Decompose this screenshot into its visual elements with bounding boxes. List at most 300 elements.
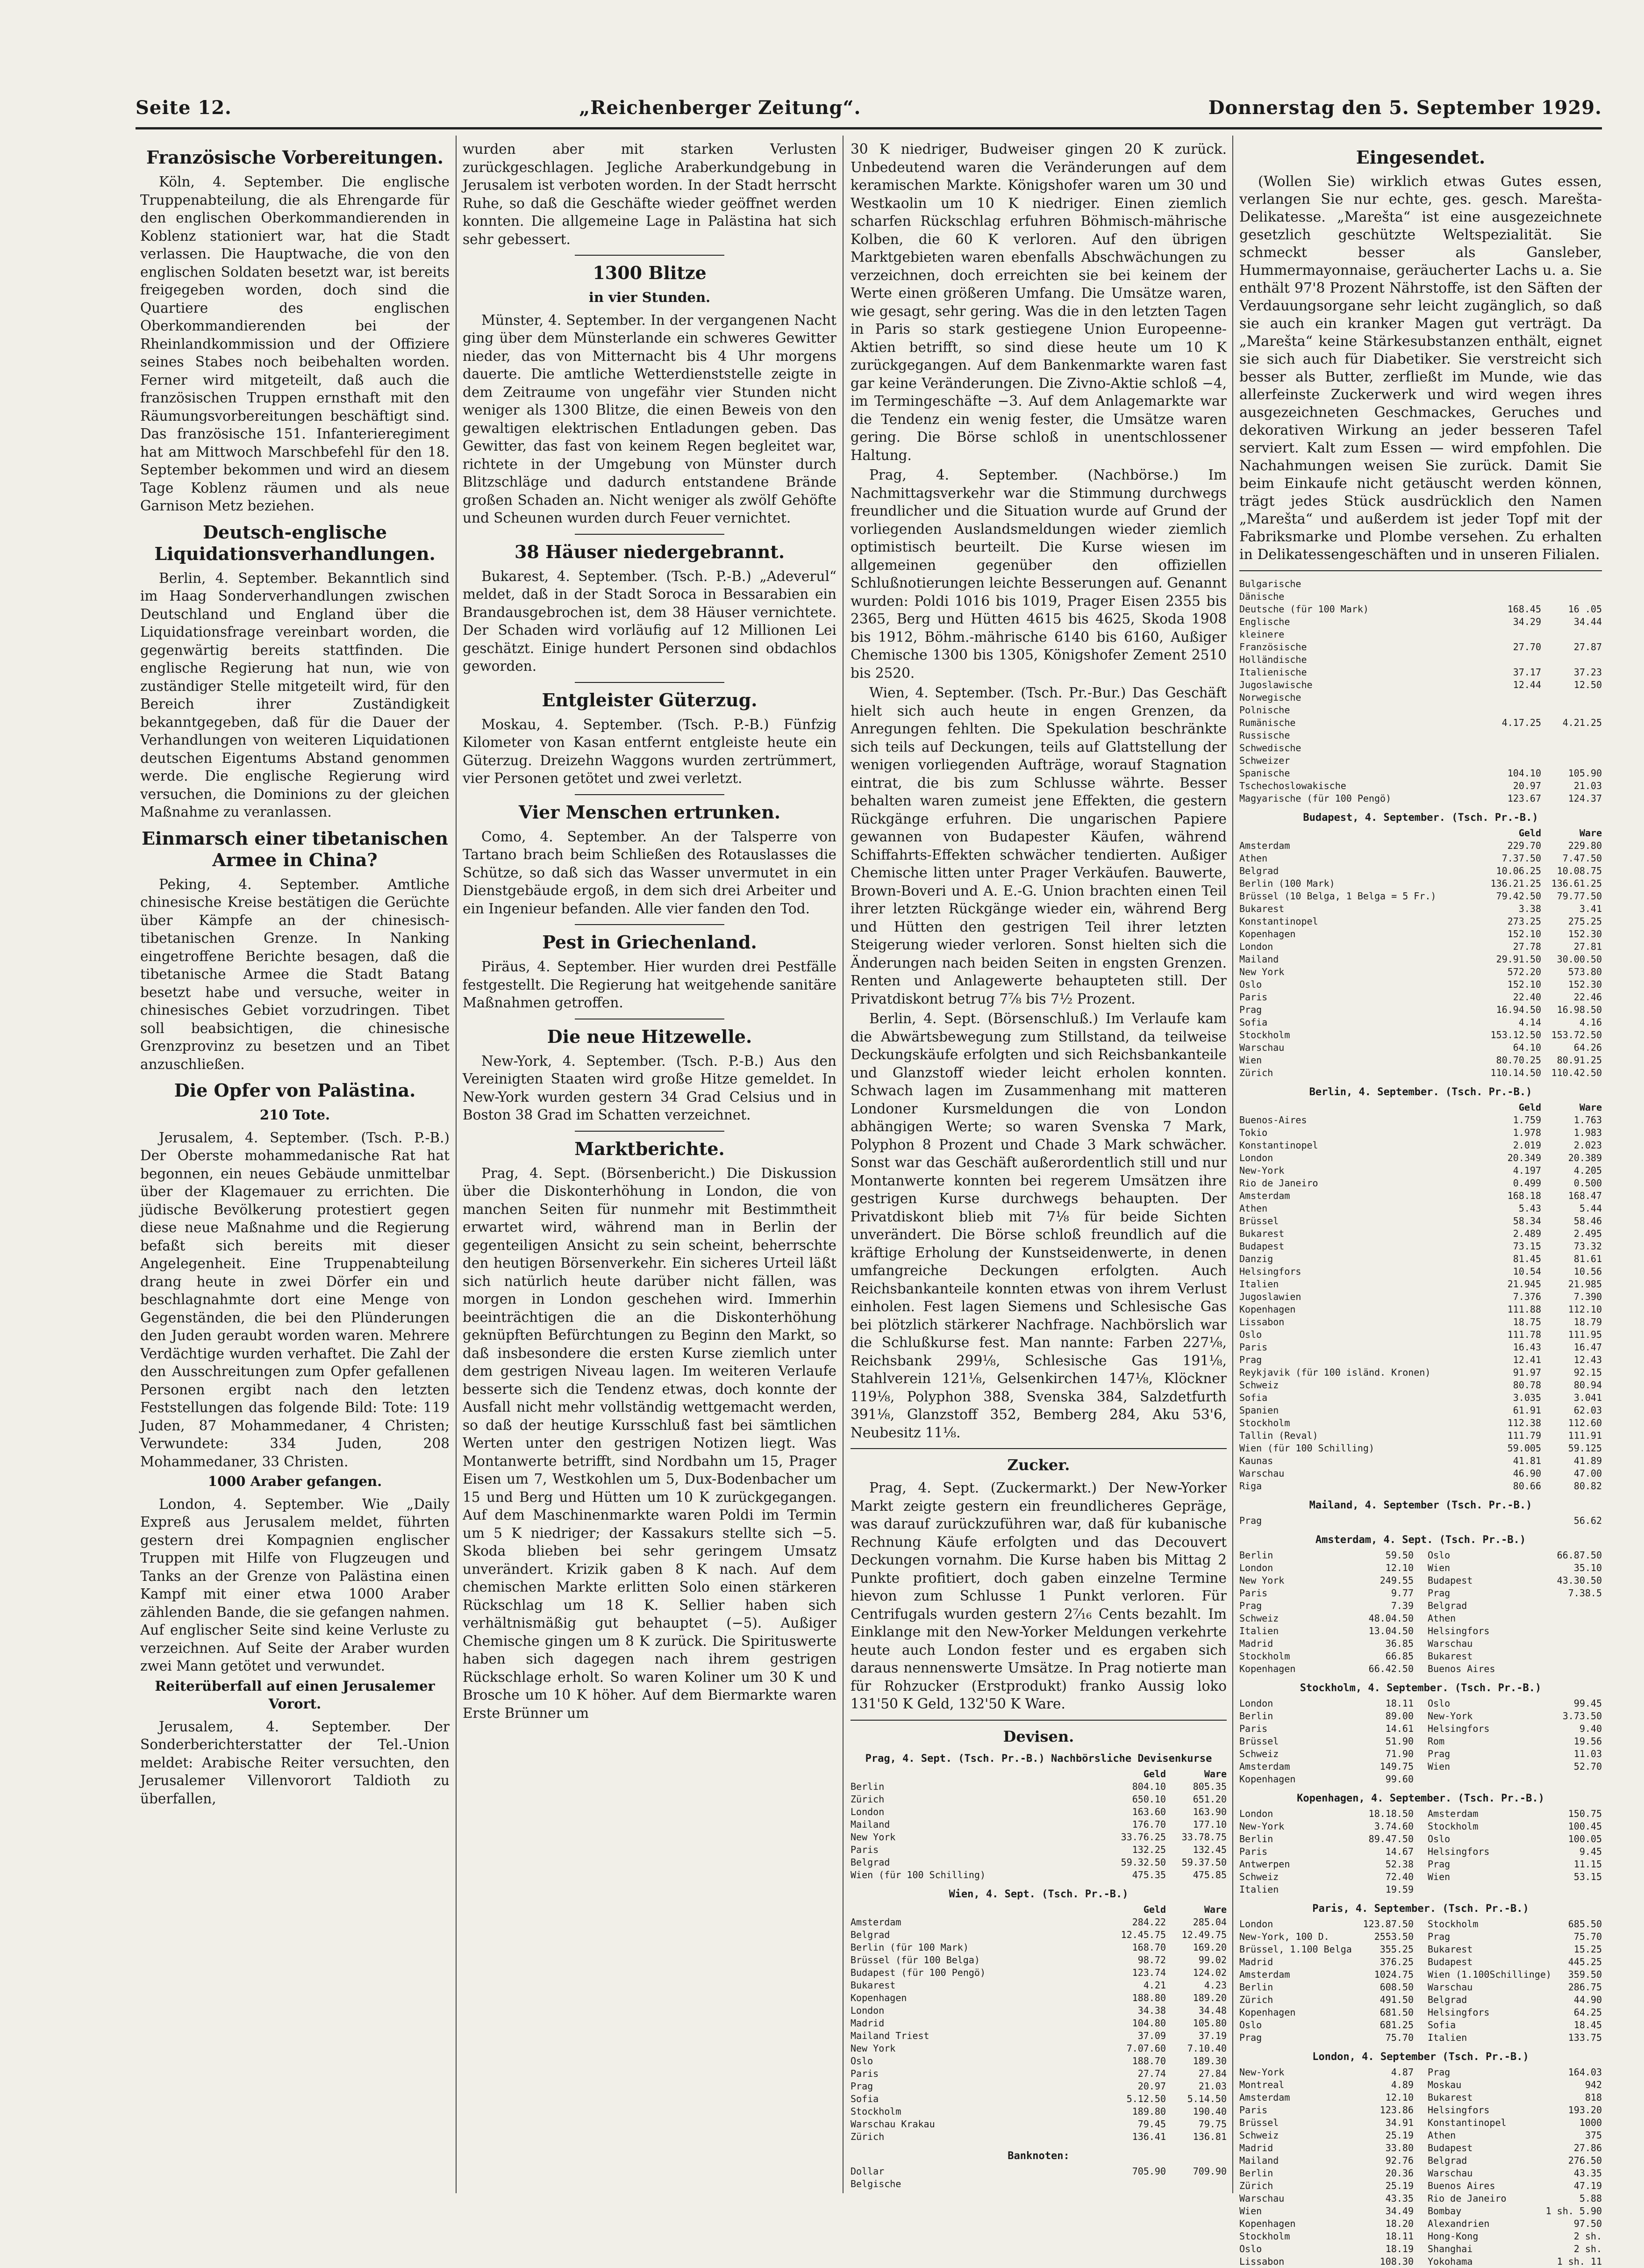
row-value: 152.30 — [1568, 979, 1602, 990]
row-value: 152.10 — [1507, 928, 1541, 940]
table-row — [851, 1780, 1227, 1793]
row-value: 66.85 — [1385, 1651, 1414, 1662]
row-label: Warschau — [1428, 1981, 1473, 1993]
row-value: 153.72.50 — [1551, 1029, 1602, 1041]
table-row — [851, 1941, 1227, 1954]
table-row — [1239, 1600, 1414, 1612]
row-label: Bukarest — [1428, 2092, 1473, 2103]
row-label: London — [1239, 1152, 1273, 1163]
row-label: Helsingfors — [1428, 1625, 1490, 1636]
row-value: 89.00 — [1385, 1710, 1414, 1722]
row-value: 286.75 — [1568, 1981, 1602, 1993]
row-value: 59.125 — [1568, 1443, 1602, 1454]
row-label: Rio de Janeiro — [1239, 1177, 1318, 1189]
table-row — [1428, 1968, 1602, 1981]
row-value: 4.23 — [1204, 1979, 1227, 1991]
table-row — [1428, 2117, 1602, 2129]
row-label: Prag — [1239, 2032, 1262, 2043]
row-value: 573.80 — [1568, 966, 1602, 977]
row-label: Prag — [1428, 1587, 1451, 1599]
table-row — [1428, 1931, 1602, 1943]
row-value: 100.45 — [1568, 1821, 1602, 1832]
table-row — [1428, 1918, 1602, 1931]
row-value: 48.04.50 — [1368, 1613, 1414, 1624]
row-value: 152.10 — [1507, 979, 1541, 990]
row-value: 112.60 — [1568, 1417, 1602, 1428]
row-value: 804.10 — [1132, 1780, 1166, 1792]
column-3-text — [851, 140, 1227, 1746]
row-label: Budapest — [1428, 1575, 1473, 1586]
row-label: Tschechoslowakische — [1239, 780, 1346, 791]
column-2 — [463, 140, 836, 2189]
row-value: 150.75 — [1568, 1808, 1602, 1819]
row-value: 34.29 — [1513, 616, 1541, 627]
row-value: 36.85 — [1385, 1638, 1414, 1649]
row-value: 20.36 — [1385, 2168, 1414, 2179]
row-value: 12.44 — [1513, 679, 1541, 690]
table-row — [1239, 717, 1602, 729]
row-label: London — [1239, 941, 1273, 952]
row-label: Warschau — [1239, 1042, 1285, 1053]
article-subheading: Reiterüberfall auf einen Jerusalemer Vorort. — [155, 1678, 435, 1712]
row-value: 3.74.60 — [1374, 1821, 1414, 1832]
row-label: Kopenhagen — [1239, 2007, 1296, 2018]
row-value: 10.06.25 — [1496, 865, 1541, 876]
table-row — [851, 1806, 1227, 1818]
table-row — [1239, 1773, 1414, 1786]
row-value: 1.763 — [1573, 1114, 1602, 1126]
row-label: Berlin (für 100 Mark) — [851, 1941, 969, 1953]
row-value: 111.79 — [1507, 1430, 1541, 1441]
row-value: 73.15 — [1513, 1241, 1541, 1252]
row-label: Stockholm — [1239, 1651, 1290, 1662]
table-row — [1428, 2129, 1602, 2142]
row-value: 72.40 — [1385, 1871, 1414, 1882]
row-value: 19.59 — [1385, 1884, 1414, 1895]
row-label: Kopenhagen — [1239, 1304, 1296, 1315]
row-label: Reykjavik (für 100 isländ. Kronen) — [1239, 1367, 1431, 1378]
row-value — [1166, 2178, 1227, 2190]
london-title: London, 4. September (Tsch. Pr.-B.) — [1312, 2051, 1529, 2063]
row-value: 0.499 — [1513, 1177, 1541, 1189]
table-row — [1428, 1858, 1602, 1871]
noten-table — [1239, 578, 1602, 805]
table-row — [1428, 2079, 1602, 2091]
table-row — [851, 2105, 1227, 2118]
table-row — [851, 1831, 1227, 1844]
article-heading: Einmarsch einer tibetanischen Armee in China? — [142, 827, 448, 870]
table-row — [1428, 1650, 1602, 1663]
row-value: 176.70 — [1132, 1818, 1166, 1830]
row-value: 9.45 — [1579, 1846, 1602, 1857]
row-value: 27.70 — [1513, 641, 1541, 653]
row-value: 4.14 — [1518, 1017, 1541, 1028]
row-value: 18.11 — [1385, 2231, 1414, 2242]
row-value: 5.44 — [1579, 1203, 1602, 1214]
row-label: Wien — [1239, 1055, 1262, 1066]
row-value: 104.80 — [1132, 2017, 1166, 2029]
row-value: 112.10 — [1568, 1304, 1602, 1315]
table-row — [1428, 1943, 1602, 1956]
separator — [851, 1448, 1227, 1449]
row-value — [1541, 742, 1602, 754]
row-value: 168.47 — [1568, 1190, 1602, 1201]
row-value: 47.00 — [1573, 1468, 1602, 1479]
row-label: Stockholm — [1239, 1417, 1290, 1428]
row-label: Italien — [1239, 1884, 1279, 1895]
row-value: 188.70 — [1132, 2055, 1166, 2067]
table-row — [1239, 1549, 1414, 1562]
row-value: 81.45 — [1513, 1253, 1541, 1264]
row-value: 1.759 — [1513, 1114, 1541, 1126]
row-value: 163.60 — [1132, 1806, 1166, 1817]
row-label: Oslo — [1428, 1550, 1451, 1561]
row-value: 16.47 — [1573, 1342, 1602, 1353]
amsterdam-title: Amsterdam, 4. Sept. (Tsch. Pr.-B.) — [1315, 1534, 1526, 1546]
row-value: 2 sh. — [1573, 2243, 1602, 2254]
row-label: Jugoslawische — [1239, 679, 1313, 690]
table-row — [1239, 1177, 1602, 1190]
article-paragraph: Como, 4. September. An der Talsperre von Tartano brach beim Schließen des Rotauslasses die Schütze, so daß sich das Wasser unvermutet in ein Dienstgebäude ergoß, in dem sich drei Arbeiter und ein Ingenieur befanden. Alle vier fanden den Tod. — [463, 828, 836, 917]
row-value: 572.20 — [1507, 966, 1541, 977]
table-row — [851, 1818, 1227, 1831]
table-row — [1428, 1637, 1602, 1650]
row-value: 18.75 — [1513, 1316, 1541, 1328]
article-paragraph: Peking, 4. September. Amtliche chinesische Kreise bestätigen die Gerüchte über Kämpfe an der chinesisch-tibetanischen Grenze. In Nanking eingetroffene Berichte besagen, daß die tibetanische Armee die Stadt Batang besetzt habe und versuche, weiter in chinesisches Gebiet vorzudringen. Tibet soll beabsichtigen, die chinesische Grenzprovinz zu besetzen und an Tibet anzuschließen. — [140, 876, 450, 1072]
row-value — [1480, 628, 1541, 641]
row-label: London — [1239, 1698, 1273, 1709]
amsterdam-left-column — [1239, 1549, 1414, 1675]
kopenhagen-left-column — [1239, 1808, 1414, 1896]
table-row — [851, 1916, 1227, 1929]
table-row — [1239, 1858, 1414, 1871]
row-label: Wien — [1428, 1871, 1451, 1882]
row-value: 16.43 — [1513, 1342, 1541, 1353]
row-label: Prag — [851, 2080, 873, 2092]
row-label: Athen — [1428, 1613, 1456, 1624]
row-value: 193.20 — [1568, 2104, 1602, 2116]
row-label: Rom — [1428, 1736, 1445, 1747]
row-value: 21.03 — [1198, 2080, 1227, 2092]
row-value: 112.38 — [1507, 1417, 1541, 1428]
row-value: 91.97 — [1513, 1367, 1541, 1378]
row-label: Warschau Krakau — [851, 2118, 935, 2130]
row-value: 20.97 — [1513, 780, 1541, 791]
row-value: 41.89 — [1573, 1455, 1602, 1466]
row-value: 20.97 — [1137, 2080, 1166, 2092]
article-heading: 38 Häuser niedergebrannt. — [514, 541, 785, 562]
table-row — [1239, 1392, 1602, 1404]
table-row — [1428, 1994, 1602, 2006]
row-value: 46.90 — [1513, 1468, 1541, 1479]
row-value: 33.80 — [1385, 2142, 1414, 2153]
row-value: 7.10.40 — [1187, 2042, 1227, 2054]
row-value: 62.03 — [1573, 1405, 1602, 1416]
row-label: Prag — [1428, 2067, 1451, 2078]
row-value: 132.45 — [1193, 1844, 1227, 1855]
row-value — [1541, 691, 1602, 704]
table-row — [1239, 903, 1602, 915]
row-label: Shanghai — [1428, 2243, 1473, 2254]
row-value: 52.70 — [1573, 1761, 1602, 1772]
row-value — [1480, 691, 1541, 704]
separator — [851, 1720, 1227, 1721]
row-label: London — [851, 2004, 885, 2016]
table-row — [1239, 1833, 1414, 1845]
table-row — [1239, 928, 1602, 940]
row-label: Wien — [1239, 2205, 1262, 2217]
row-label: Sofia — [1239, 1017, 1268, 1028]
budapest-table — [1239, 811, 1602, 1079]
amsterdam-right-column — [1428, 1549, 1602, 1675]
eingesendet-heading: Eingesendet. — [1356, 147, 1486, 168]
row-value: 1 sh. 5.90 — [1545, 2205, 1602, 2217]
table-row — [851, 2093, 1227, 2105]
table-row — [1239, 679, 1602, 691]
row-value — [1105, 2178, 1166, 2190]
mailand-table — [1239, 1499, 1602, 1527]
row-label: Stockholm — [851, 2105, 901, 2117]
row-label: Prag — [1239, 1600, 1262, 1611]
row-label: Montreal — [1239, 2079, 1285, 2090]
row-value: 111.78 — [1507, 1329, 1541, 1340]
row-value: 34.49 — [1385, 2205, 1414, 2217]
row-label: Mailand — [1239, 2155, 1279, 2166]
row-value: 58.46 — [1573, 1215, 1602, 1227]
row-label: Amsterdam — [1428, 1808, 1479, 1819]
table-row — [851, 1967, 1227, 1979]
table-row — [1428, 1723, 1602, 1735]
row-label: Buenos-Aires — [1239, 1114, 1307, 1126]
table-row — [1239, 792, 1602, 805]
row-label: Brüssel (für 100 Belga) — [851, 1954, 980, 1966]
table-row — [1428, 1808, 1602, 1820]
row-value: 189.30 — [1193, 2055, 1227, 2067]
article-paragraph: Prag, 4. Sept. (Zuckermarkt.) Der New-Yorker Markt zeigte gestern ein freundlicheres Gepräge, was darauf zurückzuführen war, daß für kubanische Rechnung Käufe erfolgten und das Decouvert Deckungen vornahm. Die Kurse haben bis Mittag 2 Punkte profitiert, doch gaben einzelne Termine hievon zum Schlusse 1 Punkt verloren. Für Centrifugals wurden gestern 2⁷⁄₁₆ Cents bezahlt. Im Einklange mit den New-Yorker Meldungen verkehrte heute auch London fester und es ergaben sich daraus nennenswerte Umsätze. In Prag notierte man für Rohzucker (Erstprodukt) franko Aussig loko 131'50 K Geld, 132'50 K Ware. — [851, 1480, 1227, 1712]
table-row — [1239, 653, 1602, 666]
row-value: 1.978 — [1513, 1127, 1541, 1138]
row-value: 21.945 — [1507, 1278, 1541, 1290]
table-row — [851, 1793, 1227, 1806]
row-value: 18.18.50 — [1368, 1808, 1414, 1819]
row-value: 2.495 — [1573, 1228, 1602, 1239]
row-label: Italien — [1239, 1278, 1279, 1290]
row-value: 152.30 — [1568, 928, 1602, 940]
row-label: Paris — [851, 1844, 879, 1855]
row-label: Sofia — [1428, 2019, 1456, 2031]
row-label: Buenos Aires — [1428, 2180, 1495, 2191]
row-value: 59.50 — [1385, 1550, 1414, 1561]
row-value: 3.035 — [1513, 1392, 1541, 1403]
row-value: 18.45 — [1573, 2019, 1602, 2031]
row-value: 11.15 — [1573, 1859, 1602, 1870]
row-value: 273.25 — [1507, 916, 1541, 927]
row-label: Amsterdam — [1239, 840, 1290, 851]
london-table — [1239, 2051, 1602, 2268]
row-value: 359.50 — [1568, 1969, 1602, 1980]
row-label: Oslo — [1428, 1698, 1451, 1709]
row-label: Oslo — [1239, 2019, 1262, 2031]
row-value: 11.03 — [1573, 1748, 1602, 1759]
row-value: 110.14.50 — [1490, 1067, 1541, 1078]
article-paragraph: 30 K niedriger, Budweiser gingen 20 K zurück. Unbedeutend waren die Veränderungen auf dem keramischen Markte. Königshofer waren um 30 und Westkaolin um 10 K niedriger. Einen ziemlich scharfen Rückschlag erfuhren Böhmisch-mährische Kolben, die 60 K verloren. Auf den übrigen Marktgebieten waren ebenfalls Abschwächungen zu verzeichnen, doch erreichten sie bei keinem der Werte einen größeren Umfang. Die Umsätze waren, wie gesagt, sehr gering. Was die in den letzten Tagen in Paris so stark gestiegene Union Europeenne-Aktien betrifft, so sind diese heute um 10 K zurückgegangen. Auf dem Bankenmarkte waren fast gar keine Veränderungen. Die Zivno-Aktie schloß −4, im Termingeschäfte −3. Auf dem Anlagemarkte war die Tendenz ein wenig fester, die Umsätze waren gering. Die Börse schloß in unentschlossener Haltung. — [851, 141, 1227, 463]
row-value: 1024.75 — [1374, 1969, 1414, 1980]
row-label: Italien — [1428, 2032, 1467, 2043]
row-label: New-York — [1428, 1710, 1473, 1722]
table-row — [1239, 1303, 1602, 1316]
row-label: Schwedische — [1239, 742, 1301, 754]
row-value: 10.56 — [1573, 1266, 1602, 1277]
article-paragraph: Piräus, 4. September. Hier wurden drei Pestfälle festgestellt. Die Regierung hat weitgehende sanitäre Maßnahmen getroffen. — [463, 959, 836, 1011]
table-row — [1239, 2066, 1414, 2079]
table-row — [1239, 1845, 1414, 1858]
row-label: Helsingfors — [1428, 1723, 1490, 1734]
row-label: Englische — [1239, 616, 1290, 627]
table-row — [1239, 704, 1602, 717]
table-row — [1428, 1981, 1602, 1994]
row-label: Amsterdam — [1239, 1969, 1290, 1980]
table-row — [1239, 742, 1602, 754]
row-value: 4.205 — [1573, 1165, 1602, 1176]
row-value: 123.86 — [1380, 2104, 1414, 2116]
row-label: Budapest — [1239, 1241, 1285, 1252]
table-row — [1239, 780, 1602, 792]
table-row — [1239, 1041, 1602, 1054]
row-label: Berlin — [1239, 1710, 1273, 1722]
row-value: 92.76 — [1385, 2155, 1414, 2166]
row-label: Konstantinopel — [1239, 1140, 1318, 1151]
row-label: Paris — [1239, 1587, 1268, 1599]
row-value: 375 — [1585, 2130, 1602, 2141]
row-value: 59.37.50 — [1181, 1856, 1227, 1868]
article-paragraph: Moskau, 4. September. (Tsch. P.-B.) Fünfzig Kilometer von Kasan entfernt entgleiste heute ein Güterzug. Dreizehn Waggons wurden zertrümmert, vier Personen getötet und zwei verletzt. — [463, 716, 836, 786]
row-value: 79.42.50 — [1496, 890, 1541, 902]
row-value: 7.38.5 — [1568, 1587, 1602, 1599]
row-label: Budapest — [1428, 2142, 1473, 2153]
row-label: Berlin (100 Mark) — [1239, 878, 1335, 889]
table-row — [1239, 1981, 1414, 1994]
table-row — [1428, 2091, 1602, 2104]
row-label: Holländische — [1239, 654, 1307, 665]
table-row — [1428, 1697, 1602, 1710]
stockholm-right-column — [1428, 1697, 1602, 1786]
table-row — [1239, 691, 1602, 704]
row-label: Bukarest — [1239, 903, 1285, 914]
article-subheading: 210 Tote. — [259, 1107, 330, 1123]
row-value: 651.20 — [1193, 1793, 1227, 1805]
table-header: Geld Ware — [1143, 1768, 1227, 1780]
devisen-wien-table — [851, 1888, 1227, 2190]
row-label: Deutsche (für 100 Mark) — [1239, 603, 1369, 615]
table-row — [1428, 1845, 1602, 1858]
row-value: 189.80 — [1132, 2105, 1166, 2117]
paris-title: Paris, 4. September. (Tsch. Pr.-B.) — [1312, 1903, 1529, 1915]
table-row — [1239, 1417, 1602, 1429]
table-row — [1428, 2243, 1602, 2255]
table-row — [1239, 2019, 1414, 2031]
table-row — [1428, 1956, 1602, 1968]
column-3 — [851, 140, 1227, 2189]
row-label: Bukarest — [1428, 1944, 1473, 1955]
row-label: Antwerpen — [1239, 1859, 1290, 1870]
table-row — [1239, 1748, 1414, 1760]
row-label: New-York — [1239, 1821, 1285, 1832]
row-value: 2 sh. — [1573, 2231, 1602, 2242]
table-row — [1239, 2104, 1414, 2117]
devisen-prag-table — [851, 1752, 1227, 1881]
kopenhagen-title: Kopenhagen, 4. September. (Tsch. Pr.-B.) — [1297, 1793, 1544, 1804]
row-value: 53.15 — [1573, 1871, 1602, 1882]
row-value: 681.25 — [1380, 2019, 1414, 2031]
row-value: 5.43 — [1518, 1203, 1541, 1214]
row-value: 44.90 — [1573, 1994, 1602, 2005]
row-value: 43.35 — [1385, 2193, 1414, 2204]
table-row — [1428, 1760, 1602, 1773]
row-label: Spanische — [1239, 768, 1290, 779]
table-row: Prag 56.62 — [1239, 1515, 1602, 1526]
row-label: Kopenhagen — [1239, 2218, 1296, 2229]
row-label: Lissabon — [1239, 2256, 1285, 2267]
row-label: Madrid — [1239, 1638, 1273, 1649]
table-row — [1239, 2230, 1414, 2243]
row-value: 7.376 — [1513, 1291, 1541, 1302]
table-row — [1239, 1455, 1602, 1467]
row-label: New-York — [1239, 2067, 1285, 2078]
table-row — [1239, 1663, 1414, 1675]
row-value: 7.07.60 — [1126, 2042, 1166, 2054]
row-value: 98.72 — [1137, 1954, 1166, 1966]
row-value: 64.25 — [1573, 2007, 1602, 2018]
row-label: New-York — [1239, 1165, 1285, 1176]
row-label: Russische — [1239, 730, 1290, 741]
row-value: 80.94 — [1573, 1379, 1602, 1391]
row-value: 66.42.50 — [1368, 1663, 1414, 1674]
row-label: Paris — [1239, 991, 1268, 1003]
row-label: Schweizer — [1239, 755, 1290, 766]
table-row — [1239, 1442, 1602, 1455]
table-row — [1239, 1612, 1414, 1625]
row-value: 818 — [1585, 2092, 1602, 2103]
amsterdam-table — [1239, 1534, 1602, 1675]
table-row — [851, 2067, 1227, 2080]
row-label: Amsterdam — [1239, 1190, 1290, 1201]
separator — [575, 794, 724, 795]
row-value: 10.54 — [1513, 1266, 1541, 1277]
table-row — [851, 1979, 1227, 1992]
row-label: Italien — [1239, 1625, 1279, 1636]
row-value: 136.81 — [1193, 2131, 1227, 2142]
article-paragraph: New-York, 4. September. (Tsch. P.-B.) Aus den Vereinigten Staaten wird große Hitze gemeldet. In New-York wurden gestern 34 Grad Celsius und in Boston 38 Grad im Schatten verzeichnet. — [463, 1053, 836, 1123]
table-row — [1239, 1341, 1602, 1354]
row-value: 705.90 — [1132, 2165, 1166, 2177]
table-row — [1428, 1562, 1602, 1574]
table-row — [1239, 1820, 1414, 1833]
row-label: Wien — [1428, 1761, 1451, 1772]
table-row — [1239, 1931, 1414, 1943]
row-value: 685.50 — [1568, 1918, 1602, 1930]
row-value: 123.74 — [1132, 1967, 1166, 1978]
row-label: Jugoslawien — [1239, 1291, 1301, 1302]
row-label: Yokohama — [1428, 2256, 1473, 2267]
row-label: Danzig — [1239, 1253, 1273, 1264]
row-value: 41.81 — [1513, 1455, 1541, 1466]
table-row — [1239, 590, 1602, 603]
row-label: Hong-Kong — [1428, 2231, 1479, 2242]
table-row — [1428, 2019, 1602, 2031]
row-value: 16.94.50 — [1496, 1004, 1541, 1015]
table-row — [851, 2080, 1227, 2093]
row-value: 34.91 — [1385, 2117, 1414, 2128]
